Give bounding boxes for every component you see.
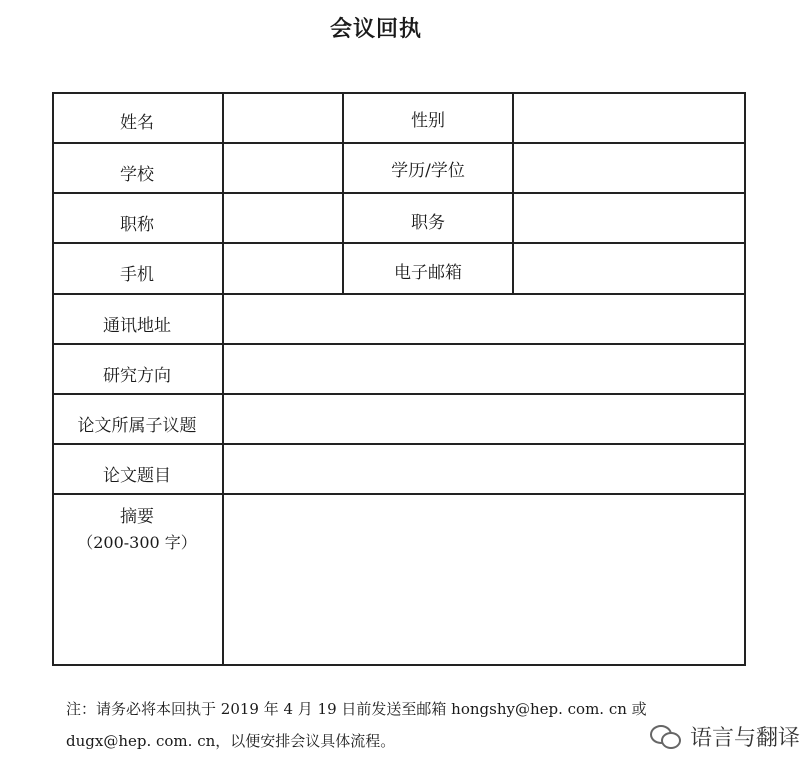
label-gender: 性别 xyxy=(411,111,445,131)
label-school: 学校 xyxy=(120,165,154,185)
label-email: 电子邮箱 xyxy=(394,263,462,283)
label-subtopic: 论文所属子议题 xyxy=(77,416,197,436)
input-address[interactable] xyxy=(224,295,744,343)
label-degree: 学历/学位 xyxy=(391,161,465,181)
input-email[interactable] xyxy=(514,244,744,293)
label-abstract: 摘要 xyxy=(120,507,154,527)
input-name[interactable] xyxy=(224,94,342,142)
input-research[interactable] xyxy=(224,345,744,393)
label-professional-title: 职称 xyxy=(120,215,154,235)
abstract-length-note: （200-300 字） xyxy=(77,533,197,552)
label-phone: 手机 xyxy=(120,265,154,285)
footer-note-line2: dugx@hep. com. cn，以便安排会议具体流程。 xyxy=(66,732,396,750)
footer-note-line1: 注：请务必将本回执于 2019 年 4 月 19 日前发送至邮箱 hongshy@hep. com. cn 或 xyxy=(66,700,647,718)
input-degree[interactable] xyxy=(514,144,744,192)
input-subtopic[interactable] xyxy=(224,395,744,443)
label-name: 姓名 xyxy=(120,113,154,133)
input-phone[interactable] xyxy=(224,244,342,293)
input-position[interactable] xyxy=(514,194,744,242)
label-paper-title: 论文题目 xyxy=(103,466,171,486)
input-abstract[interactable] xyxy=(224,495,744,664)
input-gender[interactable] xyxy=(514,94,744,142)
form-title: 会议回执 xyxy=(329,16,422,42)
watermark-text: 语言与翻译 xyxy=(690,725,801,751)
wechat-icon xyxy=(650,723,682,749)
input-paper-title[interactable] xyxy=(224,445,744,493)
watermark xyxy=(650,718,800,754)
label-research: 研究方向 xyxy=(103,366,171,386)
label-position: 职务 xyxy=(411,213,445,233)
label-address: 通讯地址 xyxy=(103,316,171,336)
input-professional-title[interactable] xyxy=(224,194,342,242)
input-school[interactable] xyxy=(224,144,342,192)
